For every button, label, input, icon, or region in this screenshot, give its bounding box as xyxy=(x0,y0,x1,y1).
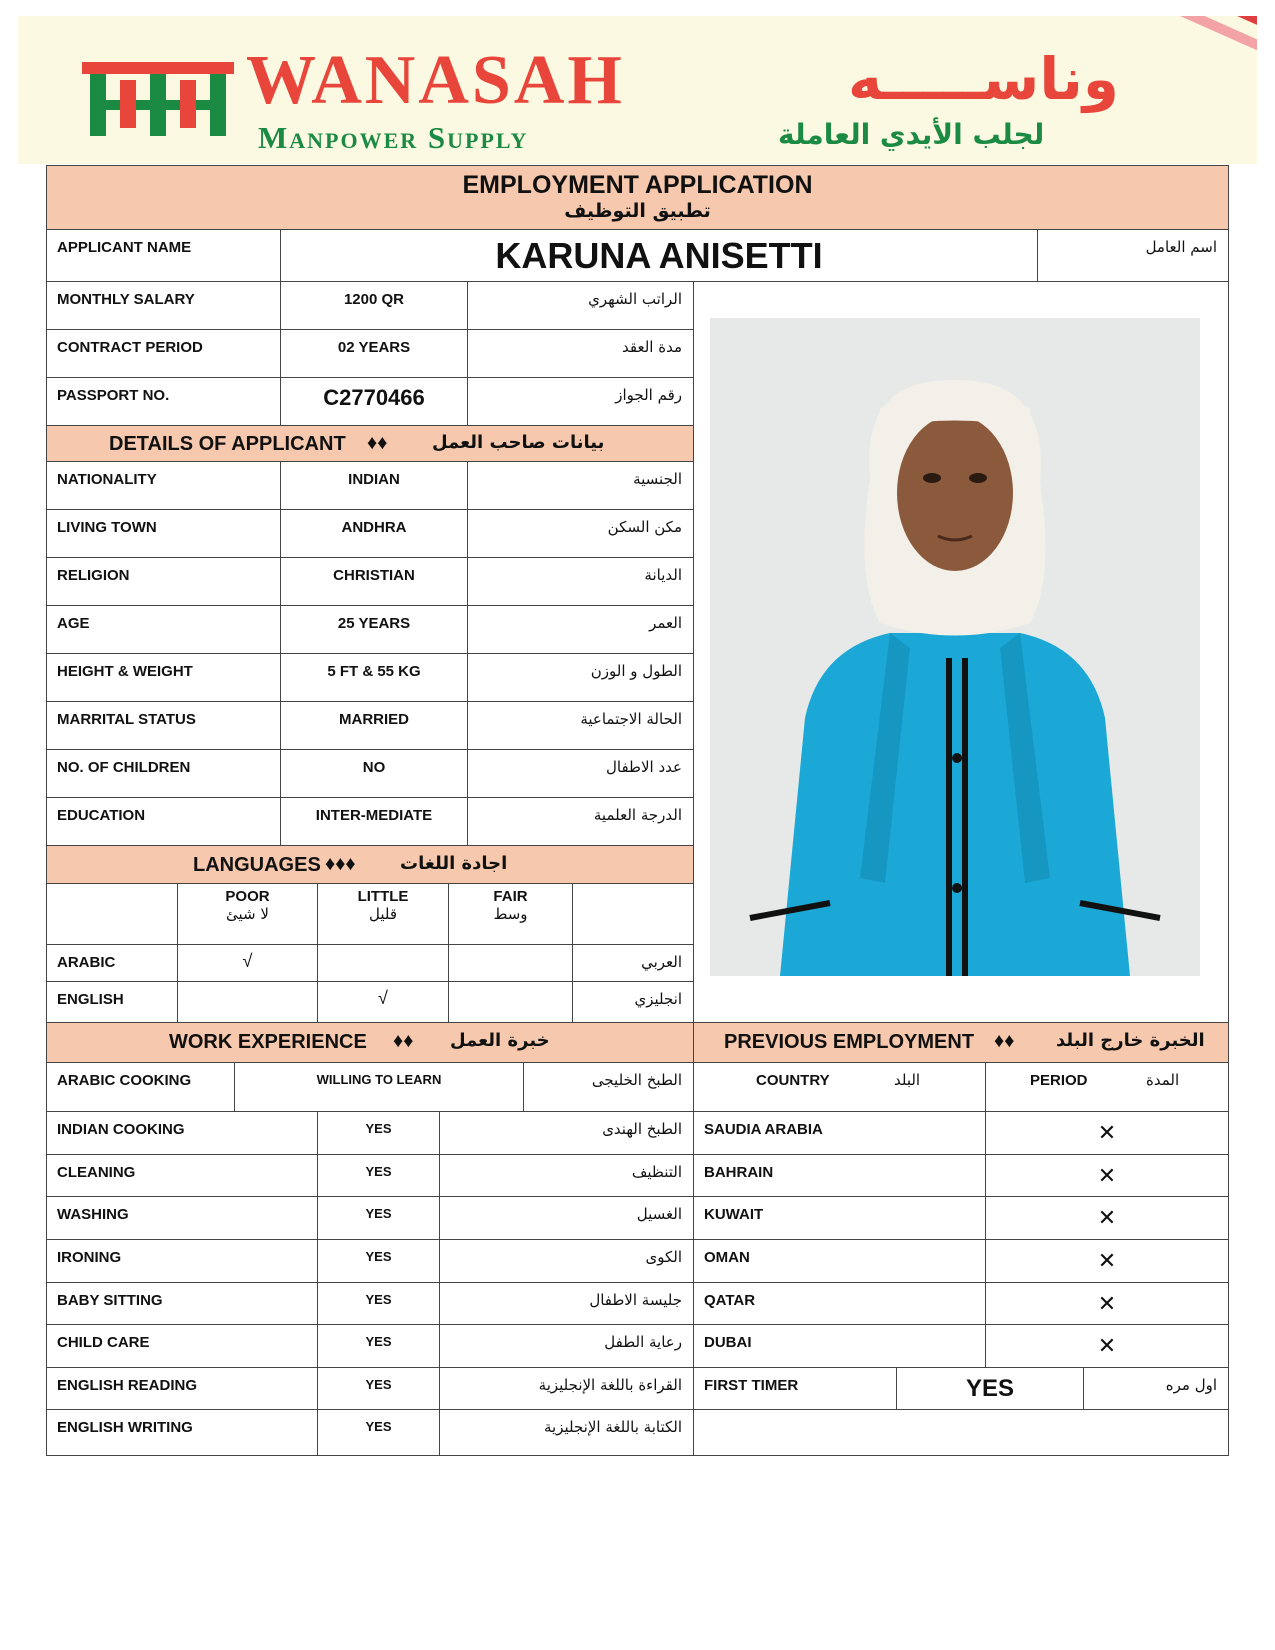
english-reading-label-ar: القراءة باللغة الإنجليزية xyxy=(439,1367,694,1410)
first-timer-value: YES xyxy=(896,1367,1084,1410)
work-title-ar: خبرة العمل xyxy=(450,1030,550,1051)
period-header-ar: المدة xyxy=(1146,1071,1180,1089)
period-dubai: ✕ xyxy=(985,1324,1229,1368)
applicant-name-value: KARUNA ANISETTI xyxy=(280,229,1038,282)
languages-diamond-icon: ♦♦♦ xyxy=(325,853,356,875)
nationality-label-ar: الجنسية xyxy=(467,461,694,510)
period-saudi-arabia: ✕ xyxy=(985,1111,1229,1155)
lang-arabic-label-ar: العربي xyxy=(572,944,694,982)
lang-arabic-label: ARABIC xyxy=(46,944,178,982)
religion-label: RELIGION xyxy=(46,557,281,606)
country-qatar: QATAR xyxy=(693,1282,986,1325)
cleaning-label: CLEANING xyxy=(46,1154,318,1197)
religion-label-ar: الديانة xyxy=(467,557,694,606)
education-label-ar: الدرجة العلمية xyxy=(467,797,694,846)
level-fair-ar: وسط xyxy=(493,905,528,923)
english-reading-label: ENGLISH READING xyxy=(46,1367,318,1410)
level-little-header xyxy=(317,883,449,945)
company-logo-icon xyxy=(80,54,236,138)
indian-cooking-label: INDIAN COOKING xyxy=(46,1111,318,1155)
applicant-name-label: APPLICANT NAME xyxy=(46,229,281,282)
country-saudi-arabia: SAUDIA ARABIA xyxy=(693,1111,986,1155)
first-timer-label: FIRST TIMER xyxy=(693,1367,897,1410)
form-title-en: EMPLOYMENT APPLICATION xyxy=(462,171,813,199)
child-care-value: YES xyxy=(317,1324,440,1368)
ironing-value: YES xyxy=(317,1239,440,1283)
marital-status-label-ar: الحالة الاجتماعية xyxy=(467,701,694,750)
baby-sitting-label-ar: جليسة الاطفال xyxy=(439,1282,694,1325)
level-fair-header xyxy=(448,883,573,945)
empty-cell xyxy=(693,1409,1229,1456)
passport-value: C2770466 xyxy=(280,377,468,426)
languages-corner-cell xyxy=(46,883,178,945)
period-header xyxy=(985,1062,1229,1112)
period-oman: ✕ xyxy=(985,1239,1229,1283)
lang-english-label: ENGLISH xyxy=(46,981,178,1023)
arabic-cooking-value: WILLING TO LEARN xyxy=(234,1062,524,1112)
height-weight-label-ar: الطول و الوزن xyxy=(467,653,694,702)
ironing-label-ar: الكوى xyxy=(439,1239,694,1283)
marital-status-value: MARRIED xyxy=(280,701,468,750)
contract-period-label: CONTRACT PERIOD xyxy=(46,329,281,378)
education-value: INTER-MEDIATE xyxy=(280,797,468,846)
children-value: NO xyxy=(280,749,468,798)
age-value: 25 YEARS xyxy=(280,605,468,654)
applicant-name-label-ar: اسم العامل xyxy=(1037,229,1229,282)
country-header-en: COUNTRY xyxy=(756,1072,830,1089)
arabic-cooking-label-ar: الطبخ الخليجى xyxy=(523,1062,694,1112)
country-oman: OMAN xyxy=(693,1239,986,1283)
lang-arabic-little xyxy=(317,944,449,982)
languages-section-header xyxy=(46,845,694,884)
details-title-en: DETAILS OF APPLICANT xyxy=(109,433,346,455)
english-writing-value: YES xyxy=(317,1409,440,1456)
level-poor-ar: لا شيئ xyxy=(226,905,269,923)
height-weight-value: 5 FT & 55 KG xyxy=(280,653,468,702)
level-little-ar: قليل xyxy=(368,905,398,923)
form-title-ar: تطبيق التوظيف xyxy=(564,200,711,222)
languages-title-ar: اجادة اللغات xyxy=(400,853,508,874)
languages-ar-corner-cell xyxy=(572,883,694,945)
age-label: AGE xyxy=(46,605,281,654)
washing-label: WASHING xyxy=(46,1196,318,1240)
living-town-value: ANDHRA xyxy=(280,509,468,558)
children-label: NO. OF CHILDREN xyxy=(46,749,281,798)
level-poor-en: POOR xyxy=(225,888,270,905)
salary-label-ar: الراتب الشهري xyxy=(467,281,694,330)
children-label-ar: عدد الاطفال xyxy=(467,749,694,798)
contract-period-value: 02 YEARS xyxy=(280,329,468,378)
cleaning-label-ar: التنظيف xyxy=(439,1154,694,1197)
indian-cooking-value: YES xyxy=(317,1111,440,1155)
nationality-value: INDIAN xyxy=(280,461,468,510)
english-writing-label-ar: الكتابة باللغة الإنجليزية xyxy=(439,1409,694,1456)
contract-period-label-ar: مدة العقد xyxy=(467,329,694,378)
washing-value: YES xyxy=(317,1196,440,1240)
passport-label: PASSPORT NO. xyxy=(46,377,281,426)
brand-tagline-en: Manpower Supply xyxy=(258,120,529,155)
details-title-ar: بيانات صاحب العمل xyxy=(432,432,605,453)
education-label: EDUCATION xyxy=(46,797,281,846)
lang-arabic-poor: √ xyxy=(177,944,318,982)
applicant-photo-image xyxy=(710,318,1200,976)
baby-sitting-value: YES xyxy=(317,1282,440,1325)
work-section-header xyxy=(46,1022,694,1063)
country-header xyxy=(693,1062,986,1112)
living-town-label: LIVING TOWN xyxy=(46,509,281,558)
work-diamond-icon: ♦♦ xyxy=(393,1030,414,1052)
period-qatar: ✕ xyxy=(985,1282,1229,1325)
applicant-photo xyxy=(710,318,1200,976)
salary-label: MONTHLY SALARY xyxy=(46,281,281,330)
salary-value: 1200 QR xyxy=(280,281,468,330)
english-reading-value: YES xyxy=(317,1367,440,1410)
country-header-ar: البلد xyxy=(894,1071,921,1089)
washing-label-ar: الغسيل xyxy=(439,1196,694,1240)
period-bahrain: ✕ xyxy=(985,1154,1229,1197)
brand-name-en: WANASAH xyxy=(246,42,625,119)
previous-diamond-icon: ♦♦ xyxy=(994,1030,1015,1052)
level-fair-en: FAIR xyxy=(493,888,528,905)
previous-section-header xyxy=(693,1022,1229,1063)
lang-english-poor xyxy=(177,981,318,1023)
lang-arabic-fair xyxy=(448,944,573,982)
country-kuwait: KUWAIT xyxy=(693,1196,986,1240)
child-care-label-ar: رعاية الطفل xyxy=(439,1324,694,1368)
decorative-stripe xyxy=(1133,16,1257,68)
passport-label-ar: رقم الجواز xyxy=(467,377,694,426)
header-banner xyxy=(18,16,1257,164)
country-dubai: DUBAI xyxy=(693,1324,986,1368)
period-kuwait: ✕ xyxy=(985,1196,1229,1240)
living-town-label-ar: مكن السكن xyxy=(467,509,694,558)
level-little-en: LITTLE xyxy=(357,888,409,905)
level-poor-header xyxy=(177,883,318,945)
english-writing-label: ENGLISH WRITING xyxy=(46,1409,318,1456)
brand-tagline-ar: لجلب الأيدي العاملة xyxy=(778,118,1045,151)
ironing-label: IRONING xyxy=(46,1239,318,1283)
baby-sitting-label: BABY SITTING xyxy=(46,1282,318,1325)
previous-title-en: PREVIOUS EMPLOYMENT xyxy=(724,1031,975,1053)
cleaning-value: YES xyxy=(317,1154,440,1197)
religion-value: CHRISTIAN xyxy=(280,557,468,606)
marital-status-label: MARRITAL STATUS xyxy=(46,701,281,750)
first-timer-label-ar: اول مره xyxy=(1083,1367,1229,1410)
work-title-en: WORK EXPERIENCE xyxy=(169,1031,367,1053)
nationality-label: NATIONALITY xyxy=(46,461,281,510)
child-care-label: CHILD CARE xyxy=(46,1324,318,1368)
details-section-header xyxy=(46,425,694,462)
lang-english-fair xyxy=(448,981,573,1023)
form-title xyxy=(46,165,1229,230)
previous-title-ar: الخبرة خارج البلد xyxy=(1056,1030,1205,1051)
height-weight-label: HEIGHT & WEIGHT xyxy=(46,653,281,702)
country-bahrain: BAHRAIN xyxy=(693,1154,986,1197)
brand-name-ar: وناســـــه xyxy=(848,45,1119,113)
period-header-en: PERIOD xyxy=(1030,1072,1088,1089)
languages-title-en: LANGUAGES xyxy=(193,854,321,876)
age-label-ar: العمر xyxy=(467,605,694,654)
arabic-cooking-label: ARABIC COOKING xyxy=(46,1062,235,1112)
details-diamond-icon: ♦♦ xyxy=(367,432,388,454)
lang-english-little: √ xyxy=(317,981,449,1023)
lang-english-label-ar: انجليزي xyxy=(572,981,694,1023)
indian-cooking-label-ar: الطبخ الهندى xyxy=(439,1111,694,1155)
